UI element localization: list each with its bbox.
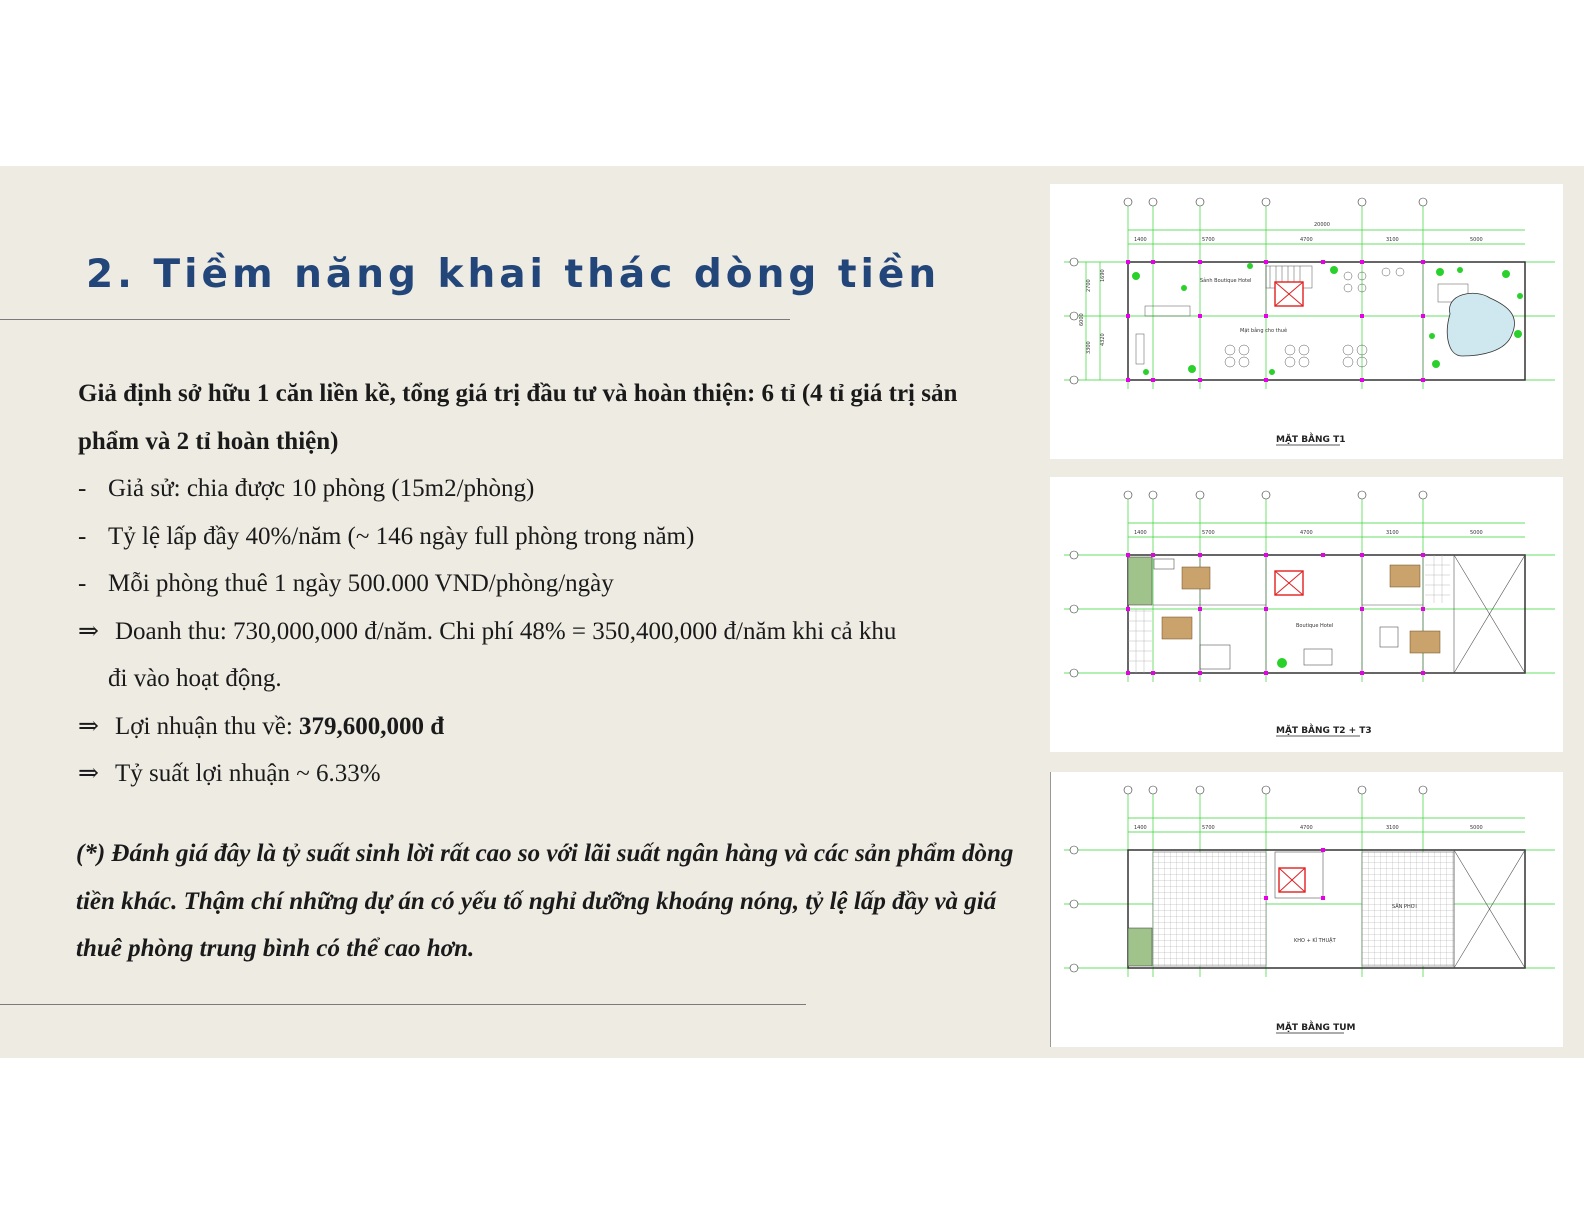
floor-plan-t2-drawing — [1050, 477, 1563, 752]
dimension-label: 5000 — [1470, 530, 1483, 536]
bullet-marker: - — [78, 570, 87, 597]
dimension-total: 20000 — [1314, 222, 1330, 228]
plan-caption: MẶT BẰNG T1 — [1276, 435, 1346, 445]
bullet-occupancy: Tỷ lệ lấp đầy 40%/năm (~ 146 ngày full phòng trong năm) — [108, 522, 695, 550]
room-label: Sảnh Boutique Hotel — [1200, 278, 1252, 284]
floor-plan-t2-t3 — [1050, 477, 1563, 752]
room-label: SÂN PHƠI — [1392, 904, 1417, 910]
bullet-item — [78, 465, 1008, 513]
dimension-label: 1400 — [1134, 237, 1147, 243]
arrow-marker: ⇒ — [78, 760, 99, 787]
dimension-label: 5700 — [1202, 237, 1215, 243]
floor-plan-tum — [1050, 772, 1563, 1047]
result-profit — [78, 703, 1008, 751]
side-dimension: 3300 — [1086, 341, 1092, 354]
dimension-label: 3100 — [1386, 530, 1399, 536]
plan-caption: MẶT BẰNG T2 + T3 — [1276, 726, 1372, 736]
side-dimension: 6000 — [1079, 313, 1085, 326]
side-dimension: 1690 — [1100, 269, 1106, 282]
side-dimension: 2700 — [1086, 279, 1092, 292]
side-dimension: 4320 — [1100, 333, 1106, 346]
title-divider — [0, 319, 790, 320]
dimension-label: 3100 — [1386, 237, 1399, 243]
floor-plan-t1-drawing — [1050, 184, 1563, 459]
slide-title: 2. Tiềm năng khai thác dòng tiền — [86, 252, 941, 297]
slide — [0, 166, 1584, 1058]
plan-caption: MẶT BẰNG TUM — [1276, 1023, 1356, 1033]
room-label: Boutique Hotel — [1296, 623, 1334, 629]
dimension-label: 4700 — [1300, 237, 1313, 243]
dimension-label: 3100 — [1386, 825, 1399, 831]
profit-label: Lợi nhuận thu về: — [115, 712, 300, 740]
investment-assumptions — [78, 370, 1008, 798]
bullet-price: Mỗi phòng thuê 1 ngày 500.000 VND/phòng/ngày — [108, 570, 614, 597]
revenue-text: Doanh thu: 730,000,000 đ/năm. Chi phí 48% = 350,400,000 đ/năm khi cả khu — [115, 617, 897, 645]
arrow-marker: ⇒ — [78, 617, 99, 645]
room-label: KHO + KĨ THUẬT — [1294, 938, 1336, 944]
room-label: Mặt bằng cho thuê — [1240, 328, 1288, 334]
dimension-label: 5700 — [1202, 530, 1215, 536]
dimension-label: 1400 — [1134, 530, 1147, 536]
bullet-marker: - — [78, 522, 87, 550]
bottom-divider — [0, 1004, 806, 1005]
arrow-marker: ⇒ — [78, 712, 99, 740]
result-revenue — [78, 608, 1008, 656]
dimension-label: 4700 — [1300, 530, 1313, 536]
bullet-item — [78, 560, 1008, 608]
evaluation-note: (*) Đánh giá đây là tỷ suất sinh lời rất cao so với lãi suất ngân hàng và các sản phẩm dòng tiền khác. Thậm chí những dự án có yếu tố nghỉ dưỡng khoáng nóng, tỷ lệ lấp đầy và giá thuê phòng trung bình có thể cao hơn. — [76, 840, 1014, 962]
floor-plan-t1 — [1050, 184, 1563, 459]
yield-text: Tỷ suất lợi nhuận ~ 6.33% — [115, 760, 381, 787]
floor-plan-tum-drawing — [1050, 772, 1563, 1047]
dimension-label: 5700 — [1202, 825, 1215, 831]
dimension-label: 1400 — [1134, 825, 1147, 831]
result-yield — [78, 750, 1008, 798]
bullet-rooms: Giả sử: chia được 10 phòng (15m2/phòng) — [108, 475, 535, 502]
dimension-label: 5000 — [1470, 237, 1483, 243]
profit-value: 379,600,000 đ — [299, 712, 445, 740]
lead-paragraph: Giả định sở hữu 1 căn liền kề, tổng giá trị đầu tư và hoàn thiện: 6 tỉ (4 tỉ giá trị sản phẩm và 2 tỉ hoàn thiện) — [78, 380, 958, 455]
revenue-continuation: đi vào hoạt động. — [108, 665, 282, 692]
dimension-label: 4700 — [1300, 825, 1313, 831]
dimension-label: 5000 — [1470, 825, 1483, 831]
bullet-marker: - — [78, 475, 87, 502]
bullet-item — [78, 513, 1008, 561]
